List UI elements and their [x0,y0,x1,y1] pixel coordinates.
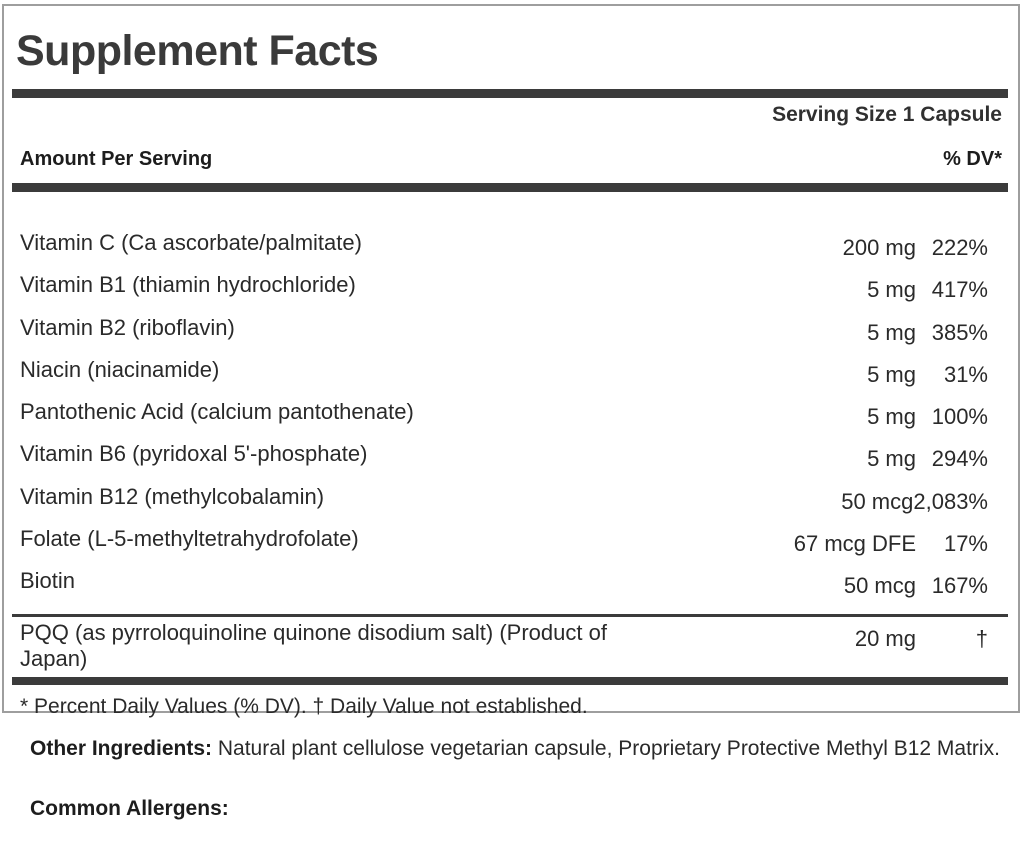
ingredient-name: Pantothenic Acid (calcium pantothenate) [20,399,414,425]
ingredient-name: Vitamin B1 (thiamin hydrochloride) [20,272,356,298]
column-header-row [4,146,1018,172]
ingredient-name: Biotin [20,568,76,594]
dv-footnote: * Percent Daily Values (% DV). † Daily Value not established. [20,694,588,718]
divider-thick-top [12,89,1008,98]
table-row [4,357,1018,399]
table-row [4,399,1018,441]
ingredient-amount: 5 mg [867,404,916,430]
ingredient-dv: 167% [931,573,988,599]
other-ingredients-text: Natural plant cellulose vegetarian capsule, Proprietary Protective Methyl B12 Matrix. [212,737,1000,760]
ingredient-dv: 417% [931,277,988,303]
ingredient-rows [4,230,1018,611]
ingredient-amount: 5 mg [867,277,916,303]
ingredient-amount: 5 mg [867,361,916,387]
ingredient-dv: 385% [931,319,988,345]
table-row [4,315,1018,357]
ingredient-amount: 5 mg [867,446,916,472]
ingredient-amount: 50 mcg [843,573,916,599]
amount-per-serving-header: Amount Per Serving [20,148,213,170]
below-panel-text [30,730,1012,822]
ingredient-name: PQQ (as pyrroloquinoline quinone disodium salt) (Product of Japan) [20,619,607,671]
table-row [4,484,1018,526]
ingredient-dv: 17% [943,531,988,557]
divider-thick-bottom [12,677,1008,685]
table-row-pqq [4,617,1018,672]
ingredient-amount: 5 mg [867,319,916,345]
table-row [4,568,1018,610]
percent-dv-header: % DV* [943,148,1002,170]
other-ingredients-paragraph [30,730,1012,768]
panel-title: Supplement Facts [16,27,379,75]
other-ingredients-label: Other Ingredients: [30,737,213,760]
ingredient-name: Vitamin B2 (riboflavin) [20,314,235,340]
ingredient-dv: 100% [931,404,988,430]
ingredient-name: Niacin (niacinamide) [20,356,220,382]
ingredient-amount: 50 mcg [841,488,914,514]
common-allergens-label: Common Allergens: [30,797,229,820]
ingredient-dv: 2,083% [913,488,988,514]
ingredient-name: Vitamin C (Ca ascorbate/palmitate) [20,230,362,255]
ingredient-dv: † [975,625,988,651]
ingredient-amount: 67 mcg DFE [793,531,916,557]
supplement-facts-panel [2,4,1020,718]
ingredient-dv: 31% [943,361,988,387]
serving-size: Serving Size 1 Capsule [772,103,1002,126]
divider-thick-header [12,183,1008,192]
ingredient-name: Folate (L-5-methyltetrahydrofolate) [20,526,359,552]
table-row [4,526,1018,568]
table-row [4,230,1018,272]
ingredient-name: Vitamin B12 (methylcobalamin) [20,483,325,509]
ingredient-dv: 222% [931,235,988,260]
ingredient-name: Vitamin B6 (pyridoxal 5'-phosphate) [20,441,368,467]
ingredient-amount: 20 mg [854,625,916,651]
ingredient-dv: 294% [931,446,988,472]
table-row [4,272,1018,314]
table-row [4,441,1018,483]
ingredient-amount: 200 mg [842,235,916,260]
